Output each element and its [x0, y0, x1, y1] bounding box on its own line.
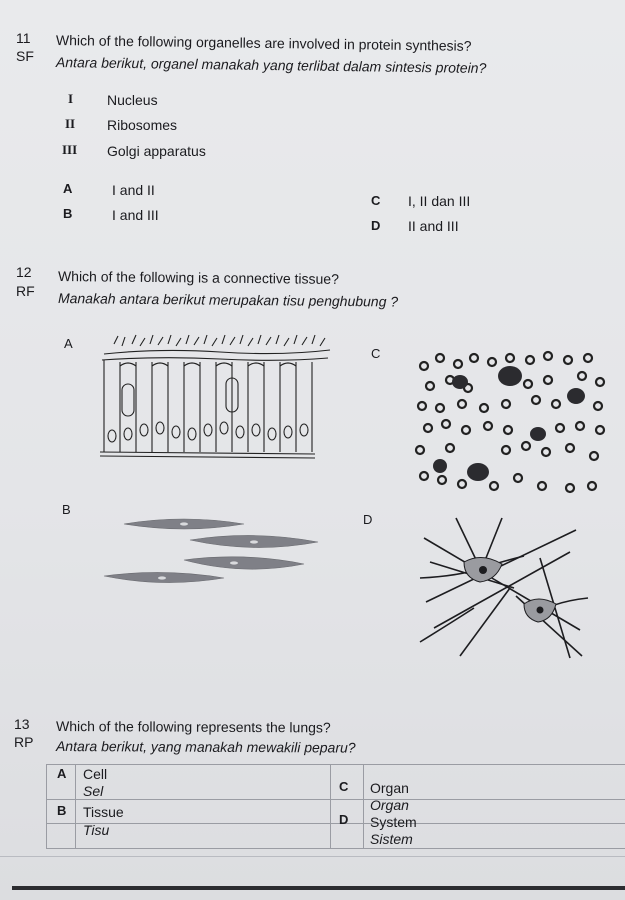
q13-option-c-letter[interactable]: C — [339, 779, 349, 794]
q12-question-en: Which of the following is a connective tissue? — [57, 268, 340, 287]
q13-option-b-letter[interactable]: B — [57, 803, 67, 818]
q13-option-a-en[interactable]: Cell — [83, 766, 108, 782]
q11-option-b-letter[interactable]: B — [63, 206, 73, 221]
q13-code: RP — [14, 734, 34, 750]
q13-option-d-letter[interactable]: D — [339, 812, 349, 827]
q12-number: 12 — [16, 264, 32, 280]
blood-cells-diagram[interactable] — [410, 346, 610, 498]
q11-option-d-letter[interactable]: D — [371, 218, 381, 233]
q13-option-a-letter[interactable]: A — [57, 766, 67, 781]
page-divider — [0, 856, 625, 857]
q11-option-d-text[interactable]: II and III — [408, 218, 459, 234]
q11-option-b-text[interactable]: I and III — [112, 207, 159, 223]
q13-question-en: Which of the following represents the lungs? — [55, 718, 331, 736]
q11-item-1-label: Nucleus — [107, 92, 158, 108]
q13-option-c-en[interactable]: Organ — [370, 780, 409, 796]
q12-figure-b-label[interactable]: B — [62, 502, 71, 517]
smooth-muscle-diagram[interactable] — [104, 516, 324, 596]
q12-question-ms: Manakah antara berikut merupakan tisu penghubung ? — [57, 290, 399, 310]
q12-figure-d-label[interactable]: D — [363, 512, 373, 527]
q11-option-a-letter[interactable]: A — [63, 181, 73, 196]
q11-question-en: Which of the following organelles are involved in protein synthesis? — [55, 32, 472, 54]
q13-option-b-ms[interactable]: Tisu — [83, 822, 110, 838]
connective-tissue-diagram[interactable] — [420, 518, 590, 658]
epithelium-diagram[interactable] — [100, 334, 335, 458]
q11-option-c-text[interactable]: I, II dan III — [408, 193, 471, 209]
q12-figure-a-label[interactable]: A — [64, 336, 73, 351]
q13-options-table — [46, 764, 625, 849]
q11-item-2-label: Ribosomes — [107, 117, 178, 133]
q11-code: SF — [16, 48, 34, 64]
page-bottom-bar — [12, 886, 625, 890]
q13-question-ms: Antara berikut, yang manakah mewakili peparu? — [55, 738, 356, 756]
q11-question-ms: Antara berikut, organel manakah yang terlibat dalam sintesis protein? — [55, 54, 487, 77]
q11-number: 11 — [16, 30, 31, 46]
q13-option-b-en[interactable]: Tissue — [83, 804, 124, 820]
q13-option-d-en[interactable]: System — [370, 814, 417, 830]
q13-option-d-ms[interactable]: Sistem — [370, 831, 413, 847]
q13-option-a-ms[interactable]: Sel — [83, 783, 104, 799]
q13-number: 13 — [14, 716, 30, 732]
q11-item-3-roman: III — [62, 142, 78, 157]
q11-item-2-roman: II — [65, 116, 76, 131]
q11-item-3-label: Golgi apparatus — [107, 143, 206, 159]
q11-option-a-text[interactable]: I and II — [112, 182, 155, 198]
q12-code: RF — [16, 283, 35, 299]
q13-option-c-ms[interactable]: Organ — [370, 797, 409, 813]
q11-item-1-roman: I — [68, 91, 74, 106]
q12-figure-c-label[interactable]: C — [371, 346, 381, 361]
q11-option-c-letter[interactable]: C — [371, 193, 381, 208]
